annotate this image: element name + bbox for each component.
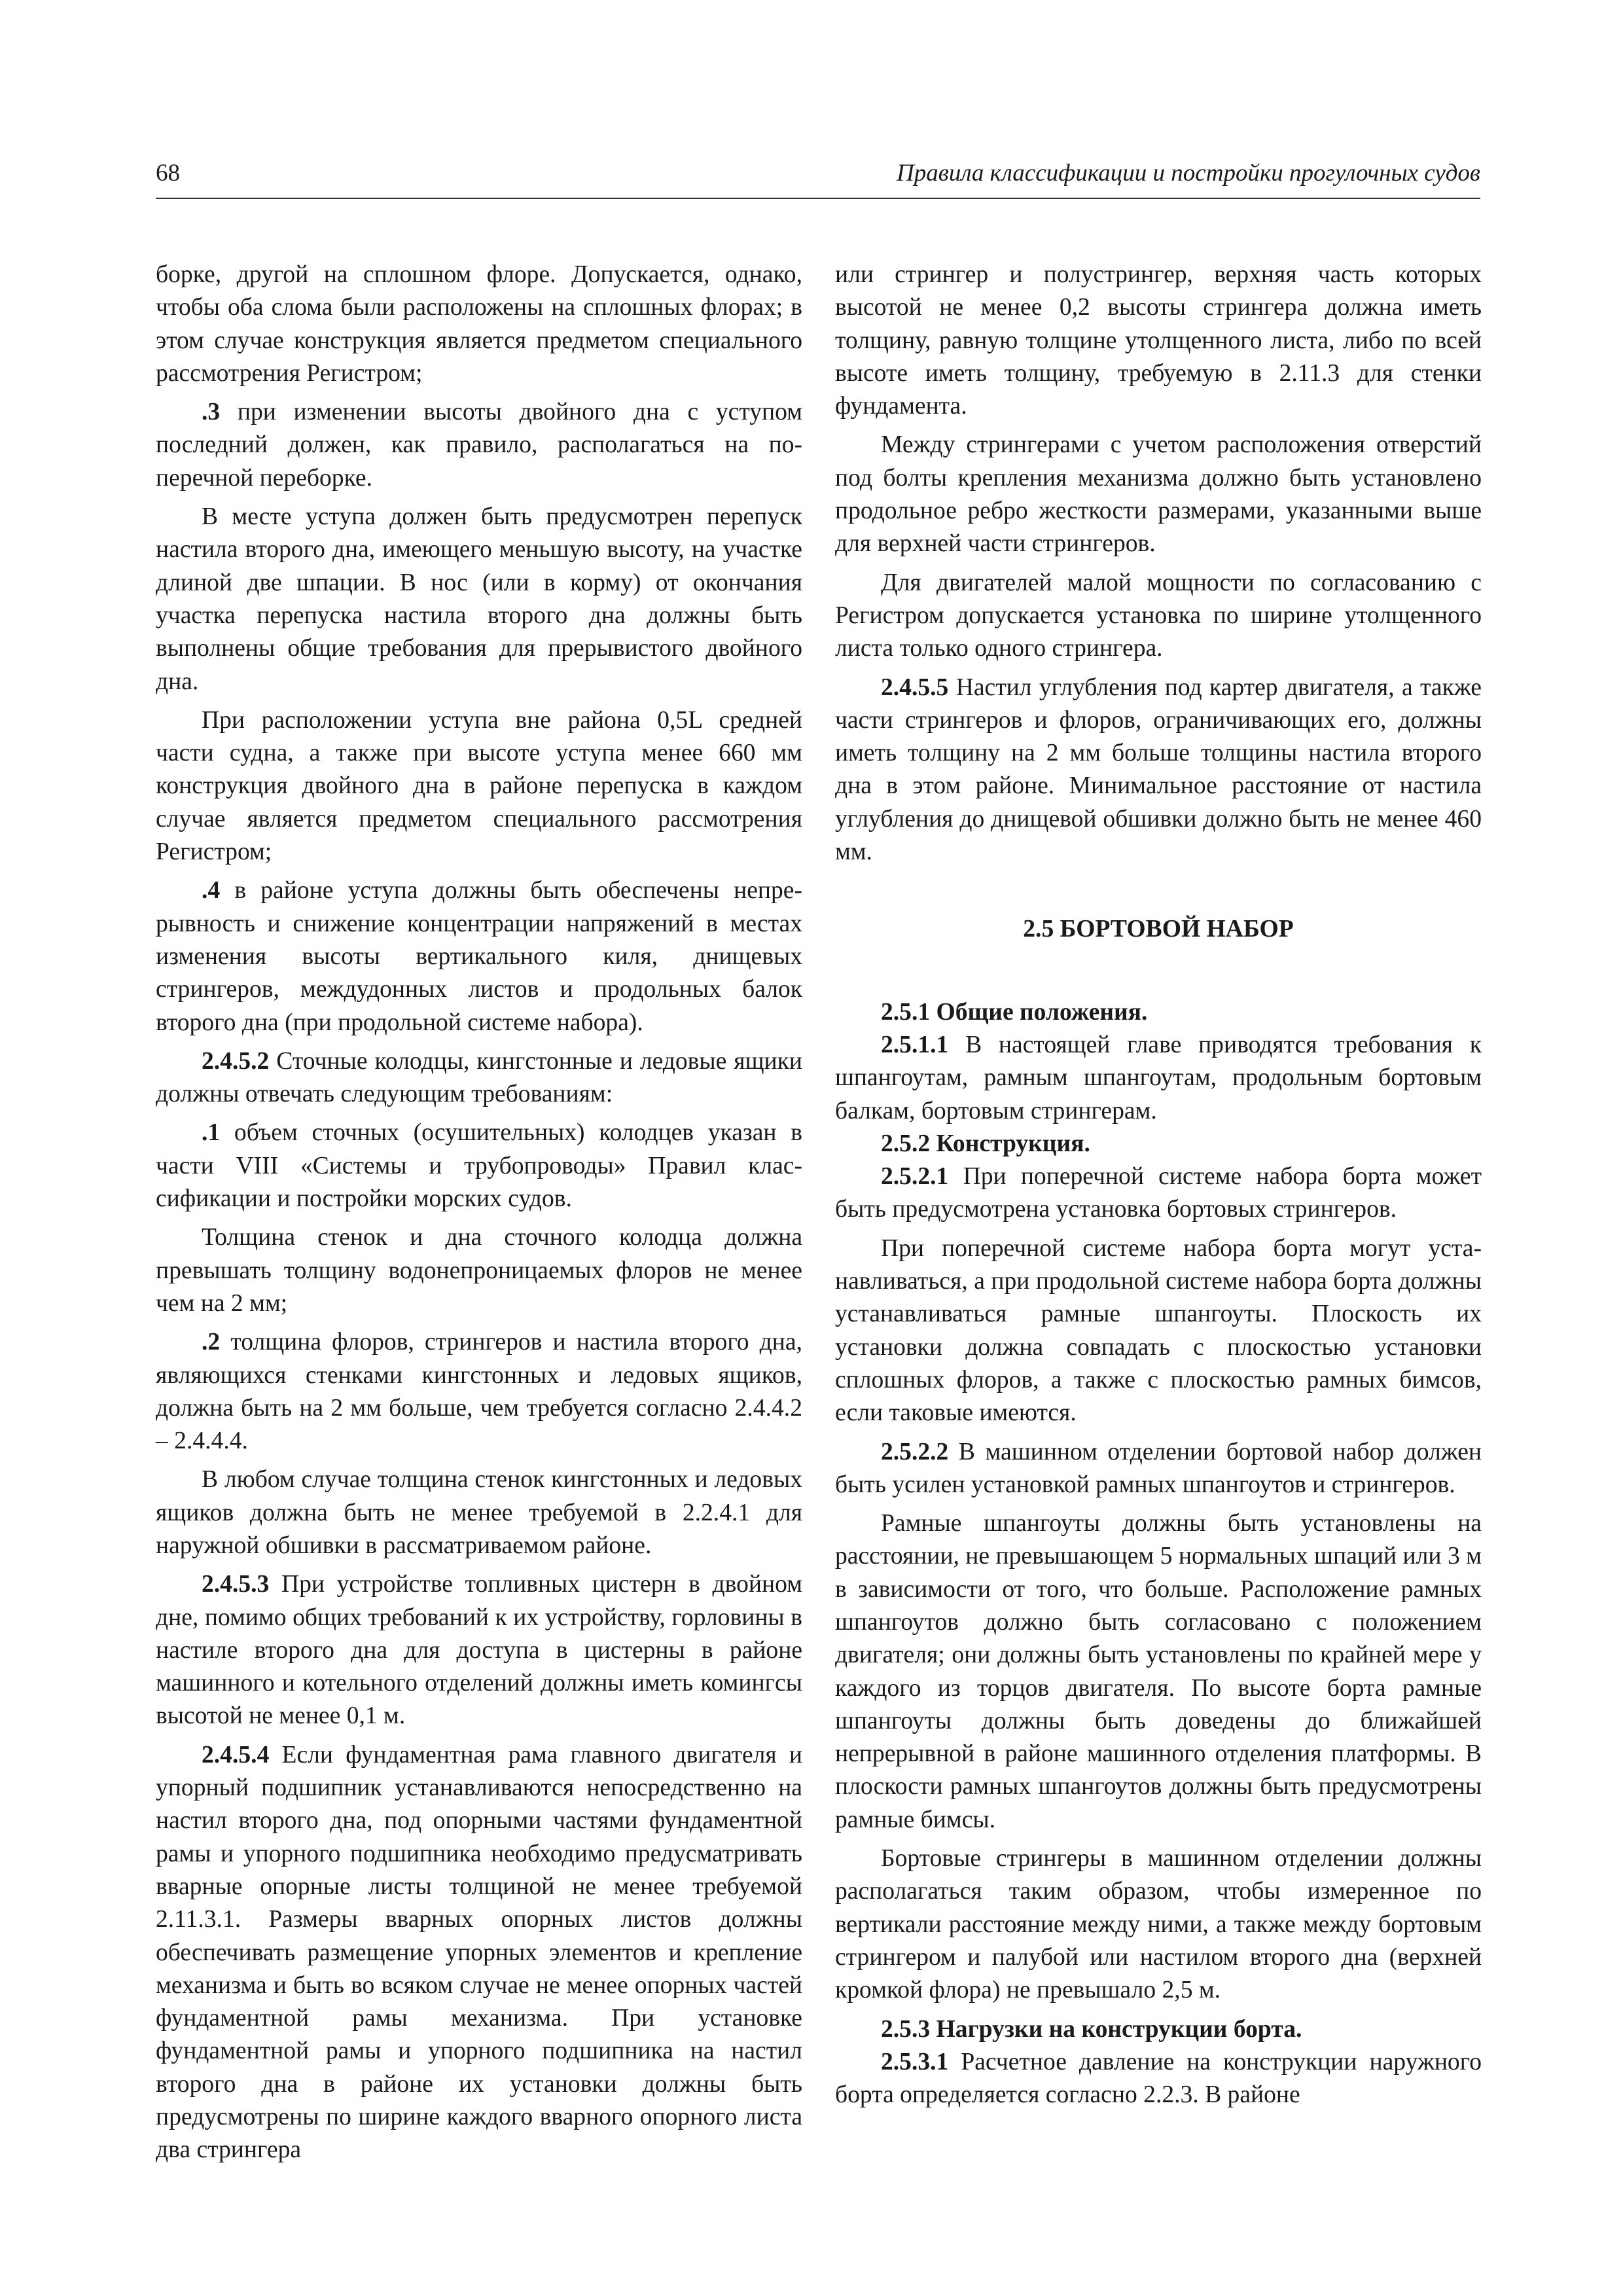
- right-column: [835, 259, 1482, 2117]
- paragraph: Для двигателей малой мощности по согласованию с Регистром допускается установка по ширине утолщенного листа только одного стрингера.: [835, 569, 1482, 662]
- item-number: .2: [202, 1329, 221, 1356]
- paragraph-text: Если фундаментная рама главного двигателя и упорный подшипник устанавливаются непосредственно на настил второго дна, под опорными частями фундаментной рамы и упорного подшипника необходимо предусматривать вварные опорные листы толщиной не менее требуемой 2.11.3.1. Размеры вварных опорных листов должны обеспечивать размещение упорных элементов и крепление механизма и быть во всяком случае не менее опорных частей фундаментной рамы механизма. При установке фундаментной рамы и упорного подшипника на настил второго дна в районе их установки должны быть предусмотрены по ширине каждого вварного опорного листа два стрингера: [156, 1741, 802, 2164]
- paragraph: В любом случае толщина стенок кингстонных и ледовых ящиков должна быть не менее требуемой в 2.2.4.1 для наружной обшивки в рассматриваемом районе.: [156, 1466, 802, 1559]
- paragraph-text: В настоящей главе приводятся требования к шпангоутам, рамным шпангоутам, продольным бортовым балкам, бортовым стрингерам.: [835, 1031, 1482, 1124]
- paragraph: Толщина стенок и дна сточного колодца должна превышать толщину водонепроницаемых флоров не менее чем на 2 мм;: [156, 1224, 802, 1317]
- subsection-heading: [835, 1128, 1482, 1160]
- paragraph: [835, 2046, 1482, 2112]
- clause-number: 2.5.2.1: [881, 1163, 949, 1191]
- paragraph: [156, 1568, 802, 1732]
- subsection-heading-text: 2.5.2 Конструкция.: [881, 1130, 1090, 1157]
- page-header: [156, 157, 1480, 190]
- clause-number: 2.5.1.1: [881, 1031, 949, 1058]
- subsection-heading-text: 2.5.3 Нагрузки на конструкции борта.: [881, 2015, 1302, 2043]
- paragraph: [156, 874, 802, 1039]
- item-number: .4: [202, 877, 221, 905]
- paragraph: [835, 1029, 1482, 1128]
- subsection-heading: [835, 2013, 1482, 2046]
- paragraph: [156, 1739, 802, 2167]
- clause-number: 2.5.3.1: [881, 2048, 949, 2075]
- paragraph: При расположении уступа вне района 0,5L средней части судна, а также при высоте уступа менее 660 мм конструкция двойного дна в районе перепуска в каждом случае является предметом специального рассмотрения Регистром;: [156, 706, 802, 866]
- paragraph: При поперечной системе набора борта могут устанавливаться, а при продольной системе набора борта должны устанавливаться рамные шпангоуты. Плоскость их установки должна совпадать с плоскостью установки сплошных флоров, а также с плоскостью рамных бимсов, если таковые имеются.: [835, 1234, 1482, 1427]
- paragraph-text: объем сточных (осушительных) колодцев указан в части VIII «Системы и трубопроводы» Правил классификации и постройки морских судов.: [156, 1119, 802, 1213]
- clause-number: 2.5.2.2: [881, 1438, 949, 1465]
- item-number: .3: [202, 399, 221, 426]
- subsection-heading: [835, 996, 1482, 1029]
- paragraph-text: при изменении высоты двойного дна с уступом последний должен, как правило, располагаться на поперечной переборке.: [156, 399, 802, 492]
- section-title: 2.5 БОРТОВОЙ НАБОР: [1023, 916, 1294, 943]
- paragraph: [835, 1160, 1482, 1227]
- paragraph: [156, 396, 802, 495]
- paragraph-text: При устройстве топливных цистерн в двойном дне, помимо общих требований к их устройству, горловины в настиле второго дна для доступа в цистерны в районе машинного и котельного отделений должны иметь комингсы высотой не менее 0,1 м.: [156, 1571, 802, 1730]
- clause-number: 2.4.5.3: [202, 1571, 270, 1598]
- paragraph: [156, 1117, 802, 1215]
- item-number: .1: [202, 1119, 221, 1147]
- paragraph-text: Настил углубления под картер двигателя, а также части стрингеров и флоров, ограничивающих его, должны иметь толщину на 2 мм больше толщины настила второго дна в этом районе. Минимальное расстояние от настила углубления до днищевой обшивки должно быть не менее 460 мм.: [835, 673, 1482, 866]
- paragraph-text: При поперечной системе набора борта может быть предусмотрена установка бортовых стрингеров.: [835, 1163, 1482, 1223]
- paragraph: борке, другой на сплошном флоре. Допускается, однако, чтобы оба слома были расположены на сплошных флорах; в этом случае конструкция является предметом специального рассмотрения Регистром;: [156, 261, 802, 387]
- running-title: Правила классификации и постройки прогулочных судов: [897, 160, 1480, 187]
- subsection-heading-text: 2.5.1 Общие положения.: [881, 998, 1148, 1026]
- clause-number: 2.4.5.5: [881, 673, 949, 701]
- paragraph-text: Расчетное давление на конструкции наружного борта определяется согласно 2.2.3. В районе: [835, 2048, 1482, 2109]
- clause-number: 2.4.5.4: [202, 1741, 270, 1768]
- paragraph: Бортовые стрингеры в машинном отделении должны располагаться таким образом, чтобы измеренное по вертикали расстояние между ними, а также между бортовым стрингером и палубой или настилом второго дна (верхней кромкой флора) не превышало 2,5 м.: [835, 1845, 1482, 2004]
- left-column: [156, 259, 802, 2173]
- paragraph: Между стрингерами с учетом расположения отверстий под болты крепления механизма должно быть установлено продольное ребро жесткости размерами, указанными выше для верхней части стрингеров.: [835, 431, 1482, 558]
- page-number: 68: [156, 160, 180, 187]
- paragraph: [835, 672, 1482, 869]
- paragraph: или стрингер и полустрингер, верхняя часть которых высотой не менее 0,2 высоты стрингера должна иметь толщину, равную толщине утолщенного листа, либо по всей высоте иметь толщину, требуемую в 2.11.3 для стенки фундамента.: [835, 261, 1482, 420]
- paragraph: [835, 1436, 1482, 1502]
- header-rule: [156, 198, 1480, 199]
- paragraph-text: Сточные колодцы, кингстонные и ледовые ящики должны отвечать следующим требованиям:: [156, 1047, 802, 1108]
- paragraph-text: в районе уступа должны быть обеспечены непрерывность и снижение концентрации напряжений в местах изменения высоты вертикального киля, днищевых стрингеров, междудонных листов и продольных балок второго дна (при продольной системе набора).: [156, 877, 802, 1036]
- paragraph: В месте уступа должен быть предусмотрен перепуск настила второго дна, имеющего меньшую высоту, на участке длиной две шпации. В нос (или в корму) от окончания участка перепуска настила второго дна должны быть выполнены общие требования для прерывистого двойного дна.: [156, 503, 802, 695]
- paragraph-text: В машинном отделении бортовой набор должен быть усилен установкой рамных шпангоутов и стрингеров.: [835, 1438, 1482, 1498]
- paragraph: Рамные шпангоуты должны быть установлены на расстоянии, не превышающем 5 нормальных шпаций или 3 м в зависимости от того, что больше. Расположение рамных шпангоутов должно быть согласовано с положением двигателя; они должны быть установлены по крайней мере у каждого из торцов двигателя. По высоте борта рамные шпангоуты должны быть доведены до ближайшей непрерывной в районе машинного отделения платформы. В плоскости рамных шпангоутов должны быть предусмотрены рамные бимсы.: [835, 1510, 1482, 1833]
- paragraph: [156, 1045, 802, 1111]
- clause-number: 2.4.5.2: [202, 1047, 270, 1075]
- paragraph: [156, 1326, 802, 1458]
- paragraph-text: толщина флоров, стрингеров и настила второго дна, являющихся стенками кингстонных и ледовых ящиков, должна быть на 2 мм больше, чем требуется согласно 2.4.4.2 – 2.4.4.4.: [156, 1329, 802, 1455]
